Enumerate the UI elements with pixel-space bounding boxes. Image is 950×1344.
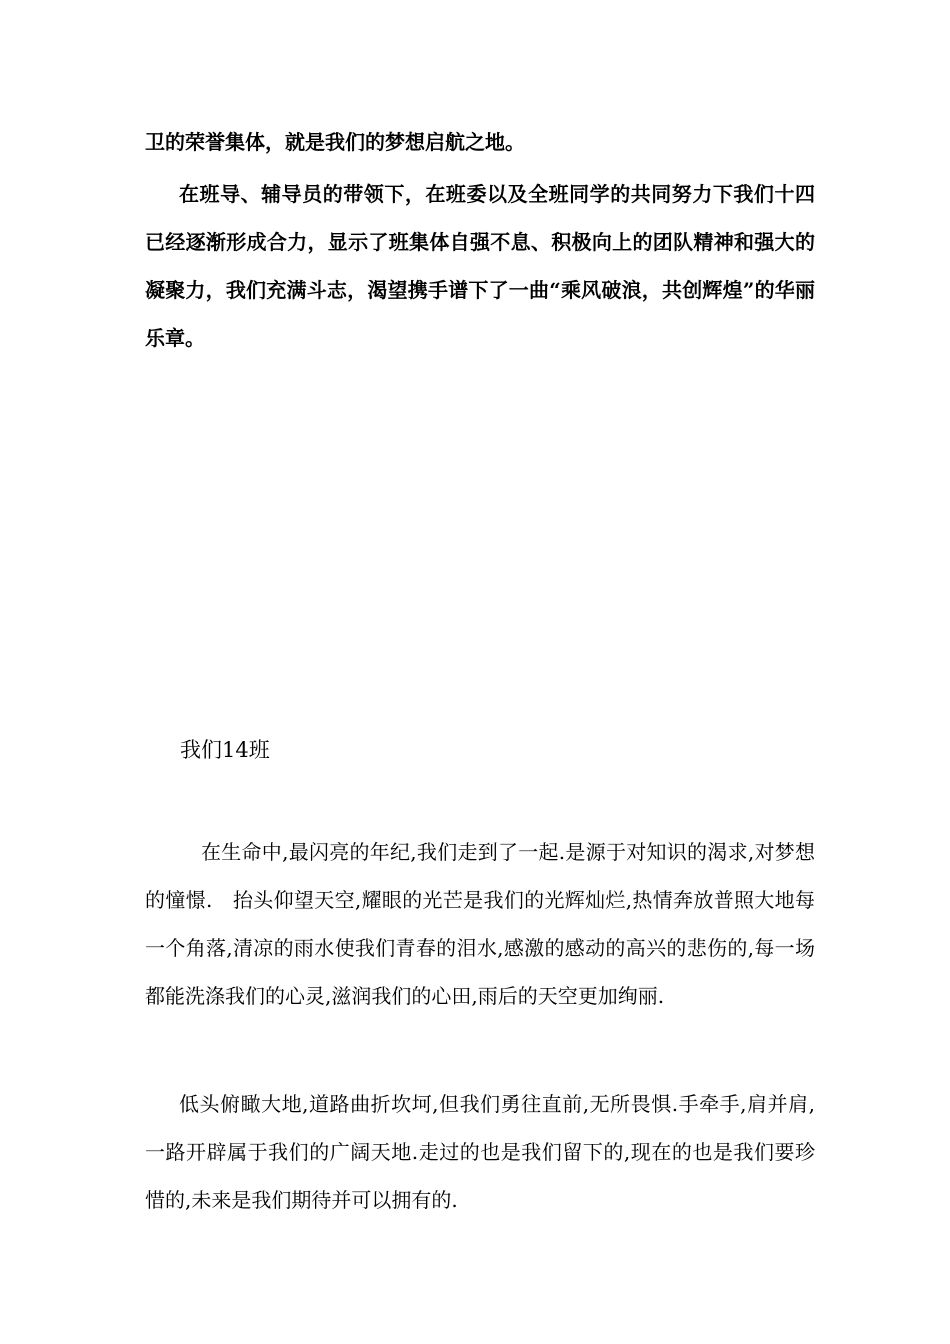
- paragraph-youth-block: [145, 828, 815, 1020]
- paragraph-team-spirit-block: [145, 170, 815, 362]
- paragraph-continuation: 卫的荣誉集体，就是我们的梦想启航之地。: [145, 130, 525, 154]
- section-heading: 我们14班: [180, 738, 270, 762]
- paragraph-youth: 在生命中,最闪亮的年纪,我们走到了一起.是源于对知识的渴求,对梦想的憧憬. 抬头仰望天空,耀眼的光芒是我们的光辉灿烂,热情奔放普照大地每一个角落,清凉的雨水使我们青春的泪水,感激的感动的高兴的悲伤的,每一场都能洗涤我们的心灵,滋润我们的心田,雨后的天空更加绚丽.: [145, 840, 815, 1008]
- paragraph-team-spirit: 在班导、辅导员的带领下，在班委以及全班同学的共同努力下我们十四已经逐渐形成合力，显示了班集体自强不息、积极向上的团队精神和强大的凝聚力，我们充满斗志，渴望携手谱下了一曲“乘风破浪，共创辉煌”的华丽乐章。: [145, 182, 815, 350]
- paragraph-future: 低头俯瞰大地,道路曲折坎坷,但我们勇往直前,无所畏惧.手牵手,肩并肩,一路开辟属于我们的广阔天地.走过的也是我们留下的,现在的也是我们要珍惜的,未来是我们期待并可以拥有的.: [145, 1092, 815, 1212]
- paragraph-continuation-block: [145, 118, 815, 166]
- paragraph-future-block: [145, 1080, 815, 1224]
- section-heading-block: [180, 726, 580, 774]
